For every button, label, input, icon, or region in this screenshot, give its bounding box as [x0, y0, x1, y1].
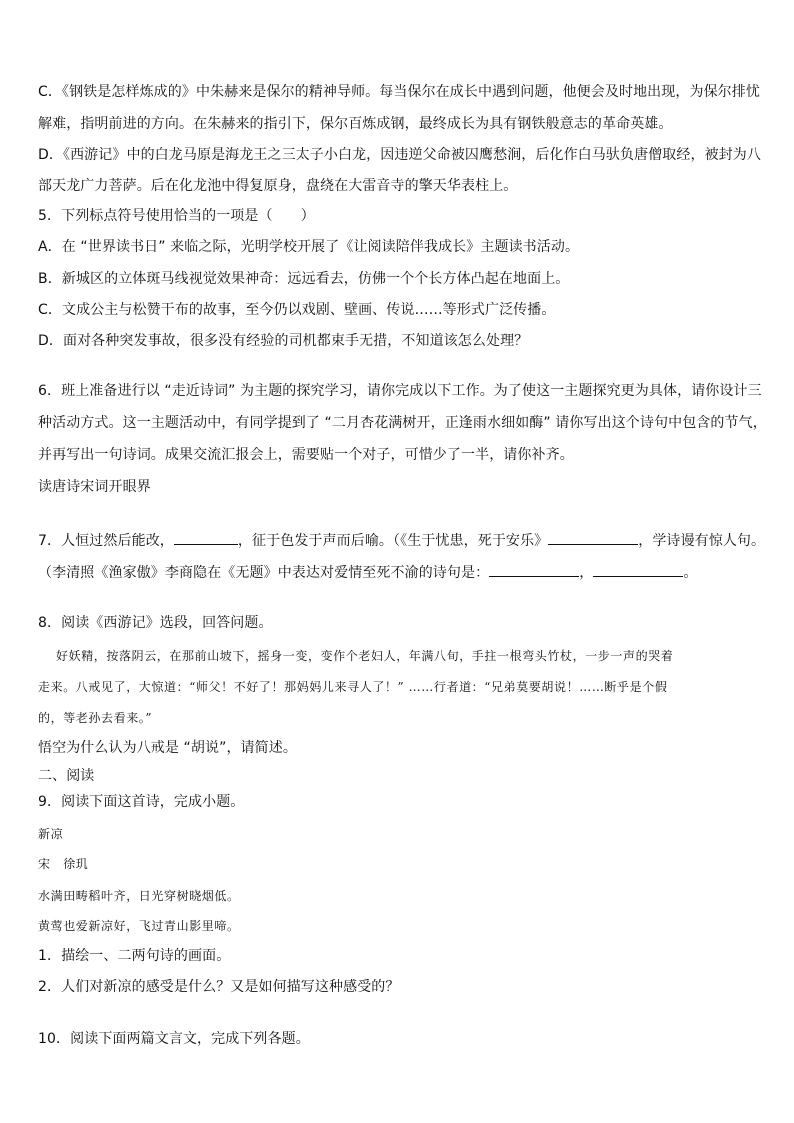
question-7-text-1: 7．人恒过然后能改，: [38, 533, 174, 549]
option-d-line-1: D．《西游记》中的白龙马原是海龙王之三太子小白龙，因违逆父命被囚鹰愁涧，后化作白马驮负唐僧取经，被封为八: [38, 147, 761, 163]
poem-line-1: 水满田畴稻叶齐，日光穿树晓烟低。: [38, 889, 240, 903]
question-6-line-1: 6．班上准备进行以 “走近诗词” 为主题的探究学习，请你完成以下工作。为了使这一主题探究更为具体，请你设计三: [38, 383, 762, 399]
question-5-option-b: B．新城区的立体斑马线视觉效果神奇：远远看去，仿佛一个个长方体凸起在地面上。: [38, 271, 570, 287]
section-heading: 二、阅读: [38, 768, 95, 784]
poem-title: 新凉: [38, 827, 64, 841]
question-9-stem: 9．阅读下面这首诗，完成小题。: [38, 794, 245, 810]
question-5-option-d: D．面对各种突发事故，很多没有经验的司机都束手无措，不知道该怎么处理？: [38, 333, 529, 349]
answer-blank[interactable]: [489, 564, 579, 577]
answer-blank[interactable]: [593, 564, 683, 577]
section-subtitle: 读唐诗宋词开眼界: [38, 479, 151, 495]
question-5-option-c: C．文成公主与松赞干布的故事，至今仍以戏剧、壁画、传说……等形式广泛传播。: [38, 302, 556, 318]
question-7-text-4: （李清照《渔家傲》李商隐在《无题》中表达对爱情至死不渝的诗句是：: [38, 565, 490, 581]
question-5-option-a: A．在 “世界读书日” 来临之际，光明学校开展了《让阅读陪伴我成长》主题读书活动。: [38, 239, 580, 255]
option-c-line-2: 解难，指明前进的方向。在朱赫来的指引下，保尔百炼成钢，最终成长为具有钢铁般意志的革命英雄。: [38, 116, 673, 132]
question-7-line-1: [38, 532, 765, 549]
question-7-text-6: 。: [683, 565, 698, 581]
question-7-text-2: ，征于色发于声而后喻。（《生于忧患，死于安乐》: [237, 533, 549, 549]
question-9-sub-2: 2．人们对新凉的感受是什么？又是如何描写这种感受的？: [38, 979, 400, 995]
question-8-prompt: 悟空为什么认为八戒是 “胡说”，请简述。: [38, 740, 297, 756]
poem-line-2: 黄莺也爱新凉好，飞过青山影里啼。: [38, 919, 240, 933]
question-6-line-2: 种活动方式。这一主题活动中，有同学提到了 “二月杏花满树开，正逢雨水细如酶” 请你写出这个诗句中包含的节气，: [38, 415, 767, 431]
excerpt-line-1: 好妖精，按落阴云，在那前山坡下，摇身一变，变作个老妇人，年满八旬，手拄一根弯头竹杖，一步一声的哭着: [56, 649, 674, 663]
option-d-line-2: 部天龙广力菩萨。后在化龙池中得复原身，盘绕在大雷音寺的擎天华表柱上。: [38, 178, 518, 194]
excerpt-line-3: 的，等老孙去看来。”: [38, 711, 153, 725]
poem-author: 宋 徐玑: [38, 857, 89, 871]
question-7-text-5: ，: [579, 565, 594, 581]
question-9-sub-1: 1．描绘一、二两句诗的画面。: [38, 948, 231, 964]
question-8-stem: 8．阅读《西游记》选段，回答问题。: [38, 615, 273, 631]
answer-blank[interactable]: [548, 532, 638, 545]
question-10-stem: 10．阅读下面两篇文言文，完成下列各题。: [38, 1031, 310, 1047]
excerpt-line-2: 走来。八戒见了，大惊道：“师父！不好了！那妈妈儿来寻人了！” ……行者道：“兄弟莫要胡说！……断乎是个假: [38, 680, 668, 694]
question-6-line-3: 并再写出一句诗词。成果交流汇报会上，需要贴一个对子，可惜少了一半，请你补齐。: [38, 447, 574, 463]
question-5-stem: 5．下列标点符号使用恰当的一项是（ ）: [38, 208, 315, 224]
question-7-line-2: [38, 564, 697, 581]
option-c-line-1: C．《钢铁是怎样炼成的》中朱赫来是保尔的精神导师。每当保尔在成长中遇到问题，他便会及时地出现，为保尔排忧: [38, 84, 760, 100]
answer-blank[interactable]: [174, 532, 238, 545]
question-7-text-3: ，学诗谩有惊人句。: [638, 533, 766, 549]
